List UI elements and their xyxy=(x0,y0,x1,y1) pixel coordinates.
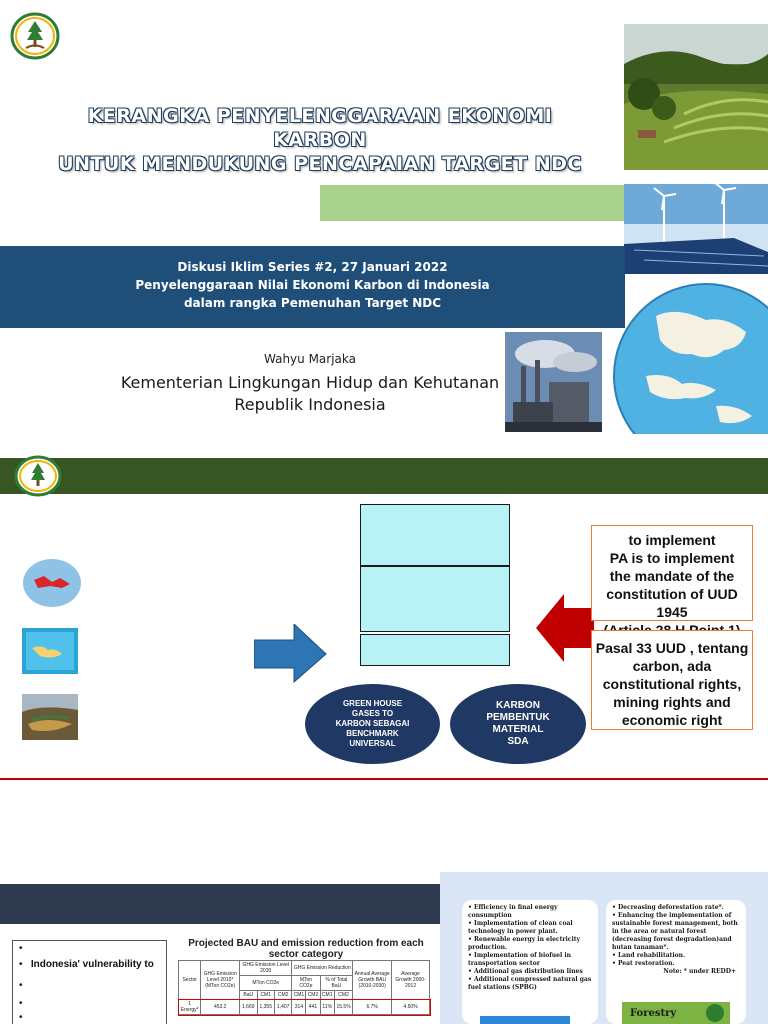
sub-cm1-pct: CM1 xyxy=(321,992,333,998)
framework-box-middle xyxy=(360,566,510,632)
rights-line-4: mining rights and xyxy=(613,694,731,710)
oval1-line-2: GASES TO xyxy=(351,709,394,718)
ministry-name xyxy=(100,372,520,416)
ghg-benchmark-oval xyxy=(305,684,440,764)
framework-box-bottom xyxy=(360,634,510,666)
mandate-line-1: to implement xyxy=(628,532,716,548)
table-cell: 1,355 xyxy=(257,1000,274,1015)
energy-image-strip xyxy=(480,1016,570,1024)
vulnerability-bullet: • Indonesia' vulnerability to xyxy=(19,959,154,970)
list-item: • Implementation of biofuel in transportation sector xyxy=(468,952,571,967)
table-cell: 11% xyxy=(320,1000,334,1015)
energy-point: Efficiency in final energy consumption xyxy=(468,904,558,919)
col-reduction: GHG Emission Reduction xyxy=(292,961,353,976)
forestry-point: Land rehabilitation. xyxy=(617,952,686,959)
emission-reduction-slide xyxy=(0,872,768,1024)
rights-line-1: Pasal 33 UUD , tentang xyxy=(595,640,749,656)
forestry-label: Forestry xyxy=(630,1008,677,1019)
bullet-empty: • xyxy=(19,943,23,954)
ministry-line-1: Kementerian Lingkungan Hidup dan Kehutanan xyxy=(120,373,500,392)
mandate-line-3: the mandate of the xyxy=(609,568,735,584)
reduction-unit: MTon CO2e xyxy=(292,976,320,991)
forestry-point: Decreasing deforestation rate*. xyxy=(617,904,724,911)
rights-line-2: carbon, ada xyxy=(632,658,712,674)
col-avg-growth: Average Growth 2000-2012 xyxy=(392,961,430,1000)
vulnerability-text: Indonesia' vulnerability to xyxy=(30,959,154,970)
sub-cm2-pct: CM2 xyxy=(334,991,352,1000)
ghg-level-label: GHG Emission Level 2010* xyxy=(203,971,237,983)
col-sector: Sector xyxy=(179,961,201,1000)
table-cell: 4.50% xyxy=(392,1000,430,1015)
oval1-line-5: UNIVERSAL xyxy=(349,739,396,748)
title-slide xyxy=(0,0,768,440)
energy-point: Implementation of biofuel in transportation sector xyxy=(468,952,571,967)
sub-cm2: CM2 xyxy=(274,991,291,1000)
table-row xyxy=(179,1000,430,1015)
table-cell: 1,669 xyxy=(240,1000,257,1015)
list-item: • Peat restoration. xyxy=(612,960,675,967)
indonesia-map-thumbnail xyxy=(22,628,78,674)
oval2-line-1: KARBON xyxy=(496,700,540,711)
forestry-point: Peat restoration. xyxy=(617,960,675,967)
pct-total: % of Total BaU xyxy=(320,976,353,991)
bullet-empty: • xyxy=(19,1012,23,1023)
table-title: Projected BAU and emission reduction from each sector category xyxy=(188,938,424,960)
title-line-1: KERANGKA PENYELENGGARAAN EKONOMI KARBON xyxy=(87,105,553,151)
sub-bau: BaU xyxy=(240,991,257,1000)
constitutional-rights-box xyxy=(591,630,753,730)
carbon-framework-slide xyxy=(0,448,768,788)
event-info xyxy=(0,258,625,312)
event-date: Diskusi Iklim Series #2, 27 Januari 2022 xyxy=(177,260,448,274)
table-cell: 6.7% xyxy=(353,1000,392,1015)
oval2-line-2: PEMBENTUK xyxy=(486,712,550,723)
table-cell: 1 Energy* xyxy=(179,1000,201,1015)
presenter-name: Wahyu Marjaka xyxy=(264,352,356,366)
list-item: • Decreasing deforestation rate*. xyxy=(612,904,724,911)
mining-thumbnail xyxy=(22,694,78,740)
constitution-mandate-box xyxy=(591,525,753,621)
oval1-line-4: BENCHMARK xyxy=(346,729,399,738)
bullet-empty: • xyxy=(19,980,23,991)
forestry-measures-card xyxy=(606,900,746,1024)
energy-point: Additional gas distribution lines xyxy=(473,968,583,975)
col-ghg-2030: GHG Emission Level 2030 xyxy=(240,961,292,976)
oval2-line-3: MATERIAL xyxy=(492,724,544,735)
rice-terrace-photo xyxy=(624,24,768,170)
sub-cm1: CM1 xyxy=(257,991,274,1000)
table-cell: 1,407 xyxy=(274,1000,291,1015)
globe-image xyxy=(596,276,768,434)
energy-point: Additional compressed natural gas fuel stations (SPBG) xyxy=(468,976,592,991)
ministry-line-2: Republik Indonesia xyxy=(234,395,386,414)
oval1-line-1: GREEN HOUSE xyxy=(342,699,403,708)
slide-header-bar xyxy=(0,884,440,924)
oval2-line-4: SDA xyxy=(507,736,529,747)
bullet-empty: • xyxy=(19,998,23,1009)
energy-measures-card xyxy=(462,900,598,1024)
table-cell: 441 xyxy=(306,1000,320,1015)
oval1-line-3: KARBON SEBAGAI xyxy=(335,719,410,728)
forestry-image xyxy=(622,1002,730,1024)
table-cell: 15.5% xyxy=(334,1000,352,1015)
accent-bar xyxy=(320,185,625,221)
right-arrow-icon xyxy=(254,624,328,684)
annual-growth-years: (2010-2030) xyxy=(358,983,386,989)
list-item: • Additional compressed natural gas fuel stations (SPBG) xyxy=(468,976,592,991)
annual-growth-label: Annual Average Growth BAU xyxy=(354,971,390,983)
col-annual-growth xyxy=(353,961,392,1000)
left-arrow-icon xyxy=(536,594,594,662)
sub-cm1-reduction: CM1 xyxy=(293,992,305,998)
list-item: • Efficiency in final energy consumption xyxy=(468,904,558,919)
list-item: • Enhancing the implementation of sustainable forest management, both in the area or natural forest (decreasing forest degradation)and hutan tanaman*. xyxy=(612,912,738,951)
list-item: • Renewable energy in electricity production. xyxy=(468,936,580,951)
tree-icon xyxy=(706,1004,724,1022)
ministry-logo-icon xyxy=(14,455,62,497)
forestry-point: Enhancing the implementation of sustainable forest management, both in the area or natural forest (decreasing forest degradation)and hutan tanaman*. xyxy=(612,912,738,951)
renewable-energy-photo xyxy=(624,184,768,274)
carbon-material-oval xyxy=(450,684,586,764)
event-topic-1: Penyelenggaraan Nilai Ekonomi Karbon di Indonesia xyxy=(135,278,490,292)
slide-divider xyxy=(0,778,768,780)
forestry-note: Note: * under REDD+ xyxy=(663,968,736,975)
mandate-line-4: constitution of UUD 1945 xyxy=(606,586,738,620)
slide-title xyxy=(40,104,600,176)
ministry-logo-icon xyxy=(10,12,60,60)
title-line-2: UNTUK MENDUKUNG PENCAPAIAN TARGET NDC xyxy=(58,153,582,175)
col-ghg-level xyxy=(201,961,240,1000)
vulnerability-box xyxy=(12,940,167,1024)
energy-point: Renewable energy in electricity production. xyxy=(468,936,580,951)
rights-line-3: constitutional rights, xyxy=(602,676,742,692)
indonesia-globe-thumbnail xyxy=(22,558,82,608)
list-item: • Additional gas distribution lines xyxy=(468,968,583,975)
ghg-2030-unit: MTon CO2e xyxy=(240,976,292,991)
framework-box-top xyxy=(360,504,510,566)
emission-table xyxy=(178,960,430,1015)
rights-line-5: economic right xyxy=(621,712,723,728)
list-item: • Implementation of clean coal technology in power plant. xyxy=(468,920,573,935)
mandate-line-2: PA is to implement xyxy=(609,550,735,566)
ghg-level-unit: (MTon CO2e) xyxy=(205,983,236,989)
sub-cm2-reduction: CM2 xyxy=(307,992,319,998)
table-cell: 314 xyxy=(292,1000,306,1015)
energy-point: Implementation of clean coal technology in power plant. xyxy=(468,920,573,935)
table-cell: 453.2 xyxy=(201,1000,240,1015)
event-topic-2: dalam rangka Pemenuhan Target NDC xyxy=(183,296,442,310)
slide-header-bar xyxy=(0,458,768,494)
list-item: • Land rehabilitation. xyxy=(612,952,686,959)
